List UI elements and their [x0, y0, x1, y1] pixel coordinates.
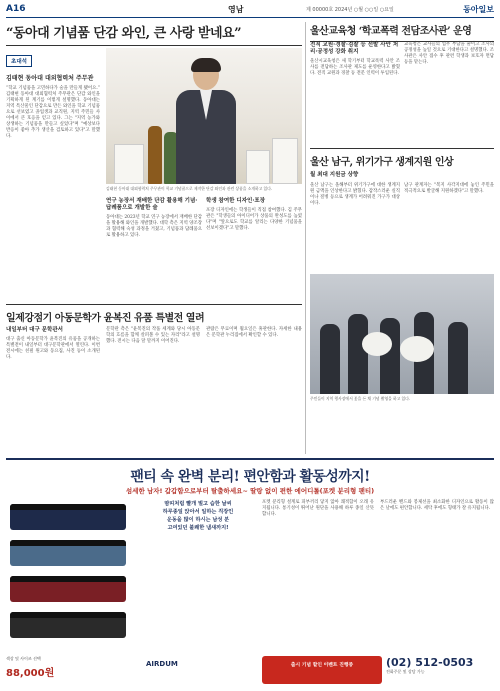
brand-logo: AIRDUM — [146, 660, 178, 668]
underwear-product — [10, 504, 126, 530]
photo-caption: 김태현 동아대 대외협력처 주무관이 학교 기념품으로 제작한 단감 와인과 관련 상품을 소개하고 있다. — [106, 186, 273, 191]
flower-bouquet — [400, 336, 434, 362]
underwear-product — [10, 576, 126, 602]
section-title: 영남 — [228, 5, 244, 14]
ad-price-area — [6, 654, 256, 684]
person-figure — [380, 318, 400, 394]
paragraph: 동아대는 2023년 학교 연구 농장에서 재배한 단감을 활용해 와인을 개발했다. 대학 측은 지역 양조장과 협력해 숙성 과정을 거쳤고, 기념품과 답례품으로 활용하고 있다. — [106, 215, 202, 238]
order-contact — [386, 656, 494, 684]
photo-caption: 주민들이 지역 행사장에서 꽃을 든 채 기념 촬영을 하고 있다. — [310, 396, 411, 401]
ad-target-item: 땀띠처럼 빨개 벌고 습한 날씨 — [164, 501, 232, 507]
phone-number: (02) 512-0503 — [386, 656, 474, 669]
ad-target-list — [140, 500, 256, 532]
person-figure — [320, 324, 340, 394]
right-column — [310, 22, 494, 401]
paragraph: 대구 출신 아동문학가 윤복진의 유품을 공개하는 특별전이 내일부터 대구문학관에서 열린다. 이번 전시에는 친필 원고와 동요집, 사진 등이 소개된다. — [6, 337, 100, 360]
interview-photo — [106, 48, 302, 184]
ad-subtitle: 섬세한 남자! 갑갑함으로부터 탈출하세요~ 딸랑 없이 편한 에어디톨(포켓 분리형 팬티) — [125, 487, 375, 495]
issue-date: 제 00000호 2024년 ○월 ○○일 ○요일 — [306, 7, 394, 13]
article4 — [310, 148, 494, 206]
article1-body: “학교 기념품을 고민하다가 술을 만들게 됐어요.” 김태현 동아대 대외협력처 주무관은 단감 와인을 기획하게 된 계기를 이렇게 설명했다. 동아대는 지역 특산물인 단감으로 만든 와인을 학교 기념품으로 선보였고 졸업생과 교직원, 지역 주민들 사이에서 큰 호응을 얻고 있다. 그는 "지역 농가와 상생하는 기념품을 만들고 싶었다"며 "예상보다 반응이 좋아 추가 생산을 검토하고 있다"고 말했다. — [6, 86, 100, 139]
paragraph: 포장 디자인에는 학생들이 직접 참여했다. 김 주무관은 "학생들의 아이디어가 상품의 완성도를 높였다"며 "앞으로도 학교를 알리는 다양한 기념품을 선보이겠다"고 말했다. — [206, 208, 302, 231]
wine-bottle — [148, 126, 162, 184]
article4-subhead: 월 최대 지원금 상향 — [310, 172, 359, 178]
underwear-product — [10, 612, 126, 638]
phone-note: 전화주문 및 상담 가능 — [386, 669, 425, 674]
article1-lead: 김태현 동아대 대외협력처 주무관 — [6, 75, 94, 82]
article2-headline: 일제강점기 아동문학가 윤복진 유품 특별전 열려 — [6, 313, 205, 324]
article4-headline: 울산 남구, 위기가구 생계지원 인상 — [310, 157, 454, 168]
gift-box — [114, 144, 144, 184]
article3-subhead: 전직 교원·경찰·검찰 등 선발 사안 처리·공정성 강화 취지 — [310, 42, 399, 55]
person-figure — [448, 322, 468, 394]
ad-target-item: 하루종일 앉아서 일하는 직장인 — [162, 509, 234, 515]
subhead: 연구 농장서 재배한 단감 활용해 기념·답례품으로 개발한 술 — [106, 198, 198, 211]
ad-target-item: 운동을 많이 하시는 남성 분 — [166, 517, 230, 523]
underwear-product — [10, 540, 126, 566]
article1-headline: “동아대 기념품 단감 와인, 큰 사랑 받네요” — [6, 22, 302, 46]
paragraph: 교육청은 교사들의 업무 부담을 줄이고 조사의 공정성을 높일 것으로 기대한다고 설명했다. 조사관은 사안 접수 후 관련 학생과 보호자 면담 등을 맡는다. — [404, 42, 494, 65]
price-label: 색상 및 사이즈 선택 — [6, 656, 41, 661]
paragraph: 부드러운 밴드와 봉제선을 최소화한 디자인으로 활동이 많은 날에도 편안합니다. 세탁 후에도 형태가 잘 유지됩니다. — [380, 500, 494, 511]
page-number: A16 — [6, 4, 26, 14]
gift-box — [272, 138, 298, 184]
interview-tag: 초대석 — [6, 55, 32, 67]
product-images — [6, 500, 134, 650]
left-column — [6, 22, 302, 238]
subhead: 학생 참여한 디자인·포장 — [206, 198, 266, 204]
person-figure — [348, 314, 368, 394]
ad-title: 팬티 속 완벽 분리! 편안함과 활동성까지! — [130, 469, 370, 485]
person-figure — [176, 60, 236, 184]
gift-box — [246, 150, 270, 184]
paragraph: 포켓 분리형 설계로 피부끼리 닿지 않아 쾌적함이 오래 유지됩니다. 통기성이 뛰어난 원단을 사용해 하루 종일 산뜻합니다. — [262, 500, 374, 517]
paragraph: 관람은 무료이며 월요일은 휴관한다. 자세한 내용은 문학관 누리집에서 확인할 수 있다. — [206, 327, 302, 338]
article1-intro — [6, 48, 100, 140]
paragraph: 남구 관계자는 "복지 사각지대에 놓인 주민을 적극적으로 발굴해 지원하겠다"고 말했다. — [404, 183, 494, 194]
paragraph: 울산 남구는 올해부터 위기가구에 대한 생계지원 금액을 인상한다고 밝혔다. 갑작스러운 실직이나 질병 등으로 생계가 어려워진 가구가 대상이다. — [310, 183, 400, 206]
price: 88,000원 — [6, 668, 55, 679]
page-header — [6, 4, 494, 18]
paragraph: 울산시교육청은 새 학기부터 학교폭력 사안 조사를 전담하는 조사관 제도를 운영한다고 밝혔다. 전직 교원과 경찰 등 전문 인력이 투입된다. — [310, 59, 400, 76]
promo-badge: 출시 기념 할인 이벤트 진행중 — [262, 656, 382, 684]
event-photo — [310, 274, 494, 394]
newspaper-logo: 동아일보 — [463, 5, 494, 14]
article2-subhead: 내일부터 대구 문학관서 — [6, 327, 63, 333]
flower-bouquet — [362, 332, 392, 356]
article2 — [6, 304, 302, 360]
advertisement — [6, 458, 494, 686]
article3-headline: 울산교육청 ‘학교폭력 전담조사관’ 운영 — [310, 22, 494, 42]
column-divider — [305, 22, 306, 454]
ad-target-item: 고여있던 불쾌한 냄새까지! — [167, 525, 229, 531]
paragraph: 문학관 측은 "윤복진의 작품 세계와 당시 아동문학의 흐름을 함께 살펴볼 수 있는 자리"라고 설명했다. 전시는 다음 달 말까지 이어진다. — [106, 327, 200, 344]
